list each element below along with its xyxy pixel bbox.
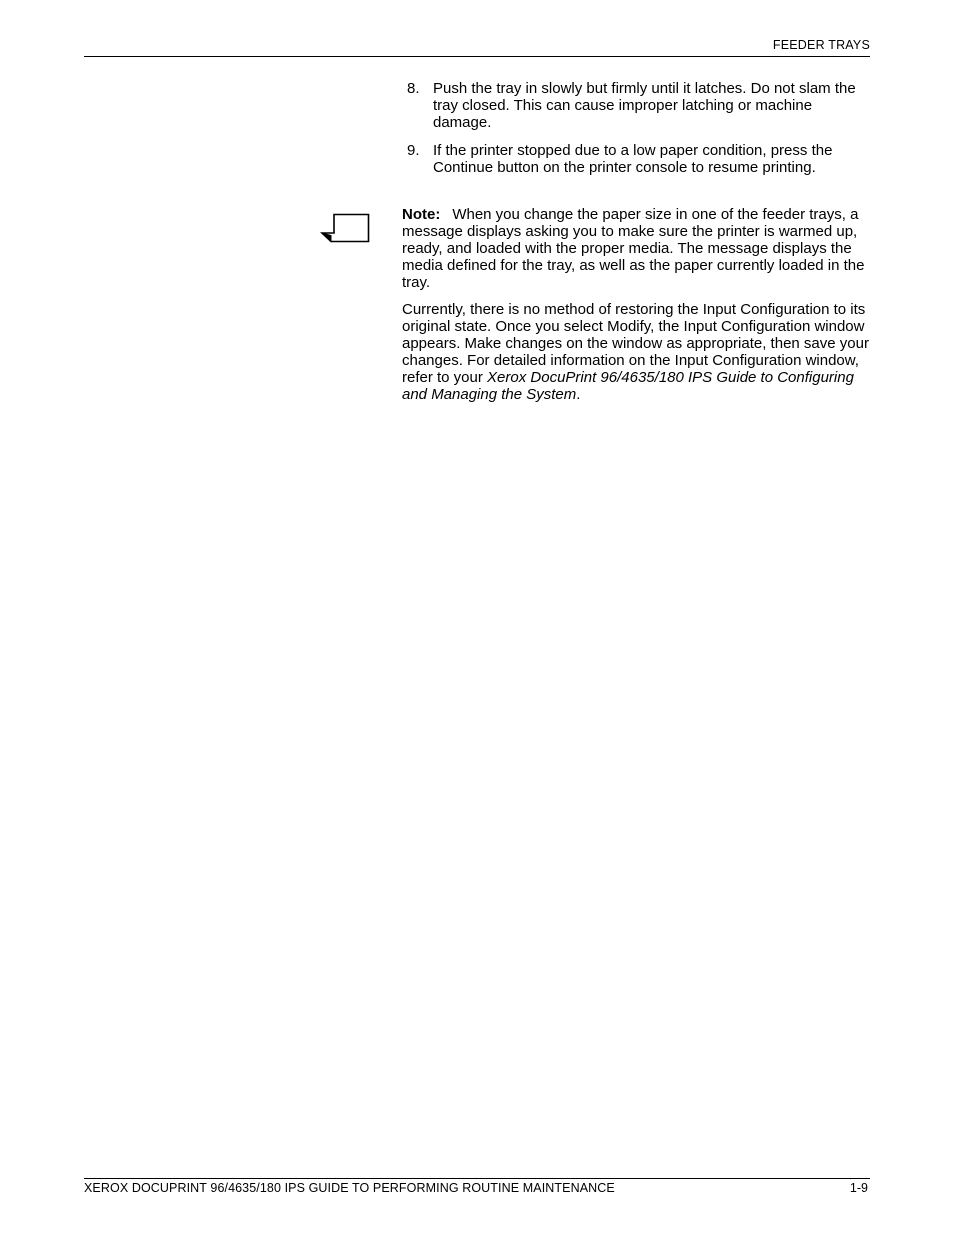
paragraph-text: Currently, there is no method of restoring the Input Configuration to its original state. Once you select Modify, the Input Configuration window appears. Make changes on the window as appropriate, then save your changes. For detailed information on the Input Configuration window, refer to your	[402, 301, 869, 386]
header-rule	[84, 56, 870, 57]
step-number: 8.	[407, 80, 420, 97]
step-number: 9.	[407, 142, 420, 159]
page-number: 1-9	[849, 1181, 868, 1195]
note-text: When you change the paper size in one of the feeder trays, a message displays asking you to make sure the printer is warmed up, ready, and loaded with the proper media. The message displays the media defined for the tray, as well as the paper currently loaded in the tray.	[402, 206, 865, 291]
footer-doc-title: XEROX DOCUPRINT 96/4635/180 IPS GUIDE TO PERFORMING ROUTINE MAINTENANCE	[84, 1181, 615, 1195]
book-title: Xerox DocuPrint 96/4635/180 IPS Guide to Configuring and Managing the System	[402, 369, 854, 403]
body-paragraph	[402, 301, 872, 403]
step-text: If the printer stopped due to a low paper condition, press the Continue button on the printer console to resume printing.	[433, 142, 833, 176]
note-page-icon	[320, 213, 370, 243]
paragraph-end: .	[576, 386, 581, 403]
note-block	[402, 206, 872, 413]
list-item	[407, 142, 873, 176]
footer-rule	[84, 1178, 870, 1179]
procedure-steps	[407, 80, 873, 187]
step-text: Push the tray in slowly but firmly until it latches. Do not slam the tray closed. This can cause improper latching or machine damage.	[433, 80, 856, 131]
section-title: FEEDER TRAYS	[772, 38, 870, 52]
note-paragraph	[402, 206, 872, 291]
list-item	[407, 80, 873, 131]
note-label: Note:	[402, 206, 441, 223]
